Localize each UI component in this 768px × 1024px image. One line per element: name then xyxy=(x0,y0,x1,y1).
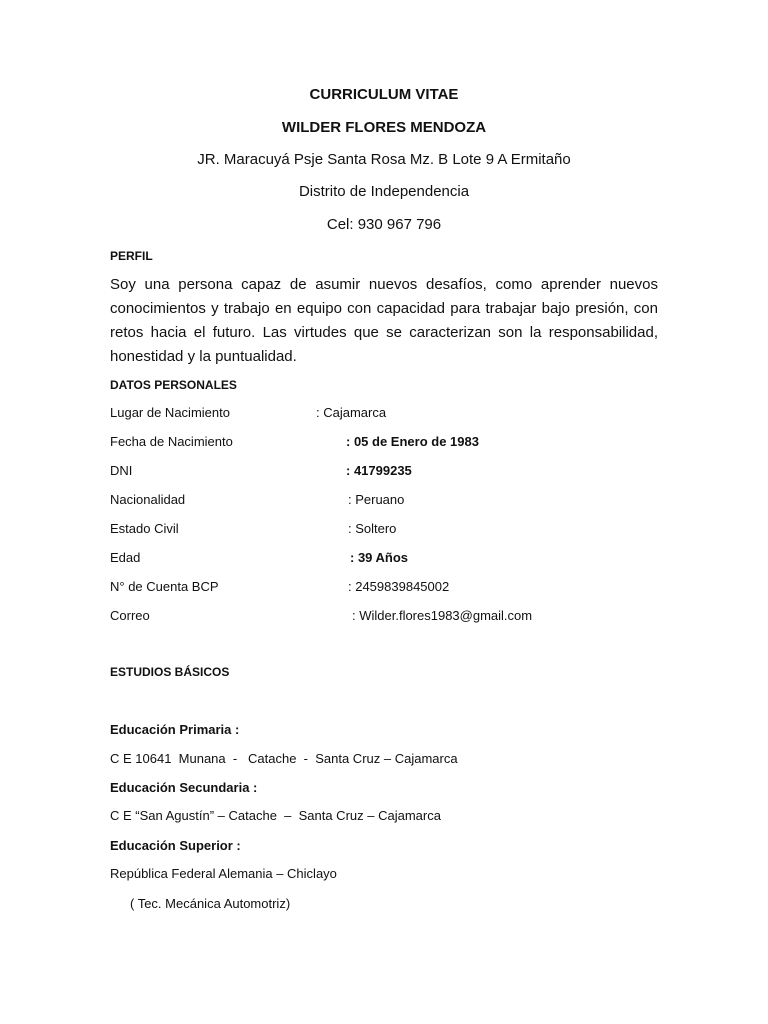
datos-label: Nacionalidad xyxy=(110,492,186,507)
superior-institution: República Federal Alemania – Chiclayo xyxy=(110,866,337,881)
datos-value: : Soltero xyxy=(348,521,397,536)
datos-value: : 05 de Enero de 1983 xyxy=(346,434,479,449)
datos-row-lugar-nacimiento xyxy=(110,405,670,423)
superior-heading: Educación Superior : xyxy=(110,838,241,853)
superior-program: ( Tec. Mecánica Automotriz) xyxy=(130,896,291,911)
datos-row-correo xyxy=(110,608,670,626)
datos-label: Estado Civil xyxy=(110,521,179,536)
datos-label: Fecha de Nacimiento xyxy=(110,434,233,449)
perfil-text: Soy una persona capaz de asumir nuevos desafíos, como aprender nuevos conocimientos y trabajo en equipo con capacidad para trabajar bajo presión, con retos hacia el futuro. Las virtudes que se caracterizan son la responsabilidad, honestidad y la puntualidad. xyxy=(110,276,658,365)
secundaria-heading: Educación Secundaria : xyxy=(110,780,258,795)
primaria-heading: Educación Primaria : xyxy=(110,722,240,737)
perfil-heading: PERFIL xyxy=(110,249,153,263)
estudios-heading: ESTUDIOS BÁSICOS xyxy=(110,665,230,679)
candidate-name: WILDER FLORES MENDOZA xyxy=(281,119,487,136)
datos-personales-heading: DATOS PERSONALES xyxy=(110,378,237,392)
datos-row-edad xyxy=(110,550,670,568)
datos-value: : 41799235 xyxy=(346,463,412,478)
datos-value: : 2459839845002 xyxy=(348,579,450,594)
datos-row-nacionalidad xyxy=(110,492,670,510)
datos-label: DNI xyxy=(110,463,133,478)
datos-row-estado-civil xyxy=(110,521,670,539)
district-line: Distrito de Independencia xyxy=(298,183,470,200)
datos-row-cuenta-bcp xyxy=(110,579,670,597)
datos-value: : Wilder.flores1983@gmail.com xyxy=(352,608,533,623)
datos-value: : Cajamarca xyxy=(316,405,387,420)
datos-label: Correo xyxy=(110,608,150,623)
primaria-school: C E 10641 Munana - Catache - Santa Cruz – Cajamarca xyxy=(110,751,458,766)
secundaria-school: C E “San Agustín” – Catache – Santa Cruz – Cajamarca xyxy=(110,808,441,823)
address-line: JR. Maracuyá Psje Santa Rosa Mz. B Lote 9 A Ermitaño xyxy=(197,151,571,168)
datos-value: : Peruano xyxy=(348,492,405,507)
datos-label: Edad xyxy=(110,550,141,565)
datos-label: Lugar de Nacimiento xyxy=(110,405,230,420)
datos-label: N° de Cuenta BCP xyxy=(110,579,219,594)
phone-line: Cel: 930 967 796 xyxy=(326,216,442,233)
document-title: CURRICULUM VITAE xyxy=(309,86,459,103)
datos-row-dni xyxy=(110,463,670,481)
datos-value: : 39 Años xyxy=(350,550,409,565)
datos-row-fecha-nacimiento xyxy=(110,434,670,452)
